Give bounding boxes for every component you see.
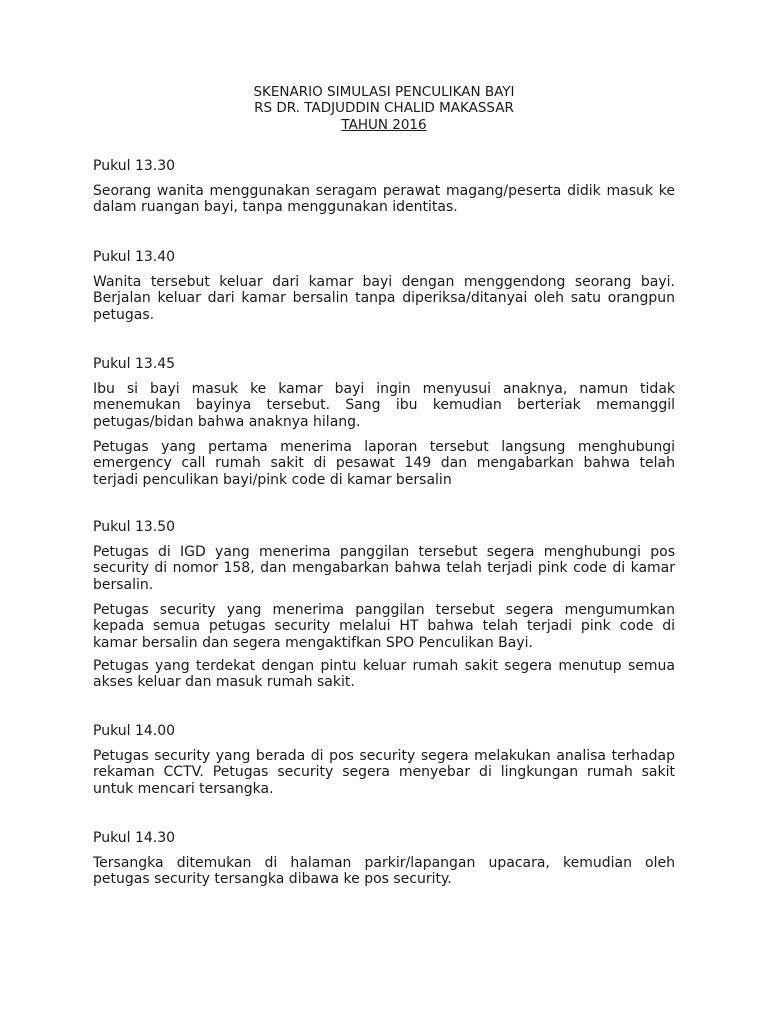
- paragraph-line: security di nomor 158, dan mengabarkan bahwa telah terjadi pink code di kamar: [93, 560, 675, 577]
- paragraph-line: Petugas di IGD yang menerima panggilan tersebut segera menghubungi pos: [93, 544, 675, 560]
- title-line-1: SKENARIO SIMULASI PENCULIKAN BAYI: [253, 84, 515, 100]
- paragraph: [93, 748, 675, 797]
- paragraph-line: Seorang wanita menggunakan seragam perawat magang/peserta didik masuk ke: [93, 183, 675, 199]
- paragraph: [93, 658, 675, 691]
- paragraph-line: menemukan bayinya tersebut. Sang ibu kemudian berteriak memanggil: [93, 397, 675, 414]
- paragraph-line: petugas security tersangka dibawa ke pos security.: [93, 871, 452, 888]
- paragraph-line: kamar bersalin dan segera mengaktifkan SPO Penculikan Bayi.: [93, 634, 533, 651]
- title-line-2: RS DR. TADJUDDIN CHALID MAKASSAR: [254, 100, 514, 117]
- paragraph-line: Petugas security yang menerima panggilan tersebut segera mengumumkan: [93, 602, 675, 618]
- time-heading: Pukul 13.40: [93, 249, 176, 265]
- paragraph: [93, 183, 675, 216]
- time-heading: Pukul 13.30: [93, 158, 176, 174]
- time-section: [93, 830, 675, 888]
- time-section: [93, 249, 675, 323]
- time-heading: Pukul 14.00: [93, 723, 176, 739]
- paragraph: [93, 274, 675, 323]
- paragraph-line: Petugas security yang berada di pos security segera melakukan analisa terhadap: [93, 748, 675, 764]
- paragraph-line: bersalin.: [93, 576, 154, 593]
- paragraph-line: Berjalan keluar dari kamar bersalin tanpa diperiksa/ditanyai oleh satu orangpun: [93, 290, 675, 307]
- time-section: [93, 158, 675, 216]
- paragraph-line: emergency call rumah sakit di pesawat 149 dan mengabarkan bahwa telah: [93, 455, 675, 472]
- document-title: [93, 84, 675, 133]
- paragraph-line: dalam ruangan bayi, tanpa menggunakan identitas.: [93, 199, 458, 216]
- paragraph-line: akses keluar dan masuk rumah sakit.: [93, 674, 355, 691]
- time-section: [93, 519, 675, 691]
- title-line-3: TAHUN 2016: [341, 116, 427, 133]
- paragraph-line: rekaman CCTV. Petugas security segera menyebar di lingkungan rumah sakit: [93, 764, 675, 781]
- paragraph: [93, 439, 675, 488]
- paragraph-line: terjadi penculikan bayi/pink code di kamar bersalin: [93, 471, 452, 488]
- time-heading: Pukul 13.45: [93, 356, 176, 372]
- paragraph: [93, 855, 675, 888]
- time-section: [93, 356, 675, 488]
- paragraph: [93, 602, 675, 651]
- paragraph-line: Ibu si bayi masuk ke kamar bayi ingin menyusui anaknya, namun tidak: [93, 381, 675, 397]
- time-section: [93, 723, 675, 797]
- paragraph-line: Petugas yang pertama menerima laporan tersebut langsung menghubungi: [93, 439, 675, 455]
- paragraph-line: Petugas yang terdekat dengan pintu keluar rumah sakit segera menutup semua: [93, 658, 675, 674]
- paragraph-line: Wanita tersebut keluar dari kamar bayi dengan menggendong seorang bayi.: [93, 274, 675, 290]
- paragraph-line: kepada semua petugas security melalui HT bahwa telah terjadi pink code di: [93, 618, 675, 635]
- paragraph: [93, 381, 675, 430]
- paragraph-line: untuk mencari tersangka.: [93, 780, 274, 797]
- time-heading: Pukul 13.50: [93, 519, 176, 535]
- paragraph-line: petugas/bidan bahwa anaknya hilang.: [93, 413, 361, 430]
- paragraph: [93, 544, 675, 593]
- paragraph-line: Tersangka ditemukan di halaman parkir/lapangan upacara, kemudian oleh: [93, 855, 675, 871]
- paragraph-line: petugas.: [93, 306, 155, 323]
- time-heading: Pukul 14.30: [93, 830, 176, 846]
